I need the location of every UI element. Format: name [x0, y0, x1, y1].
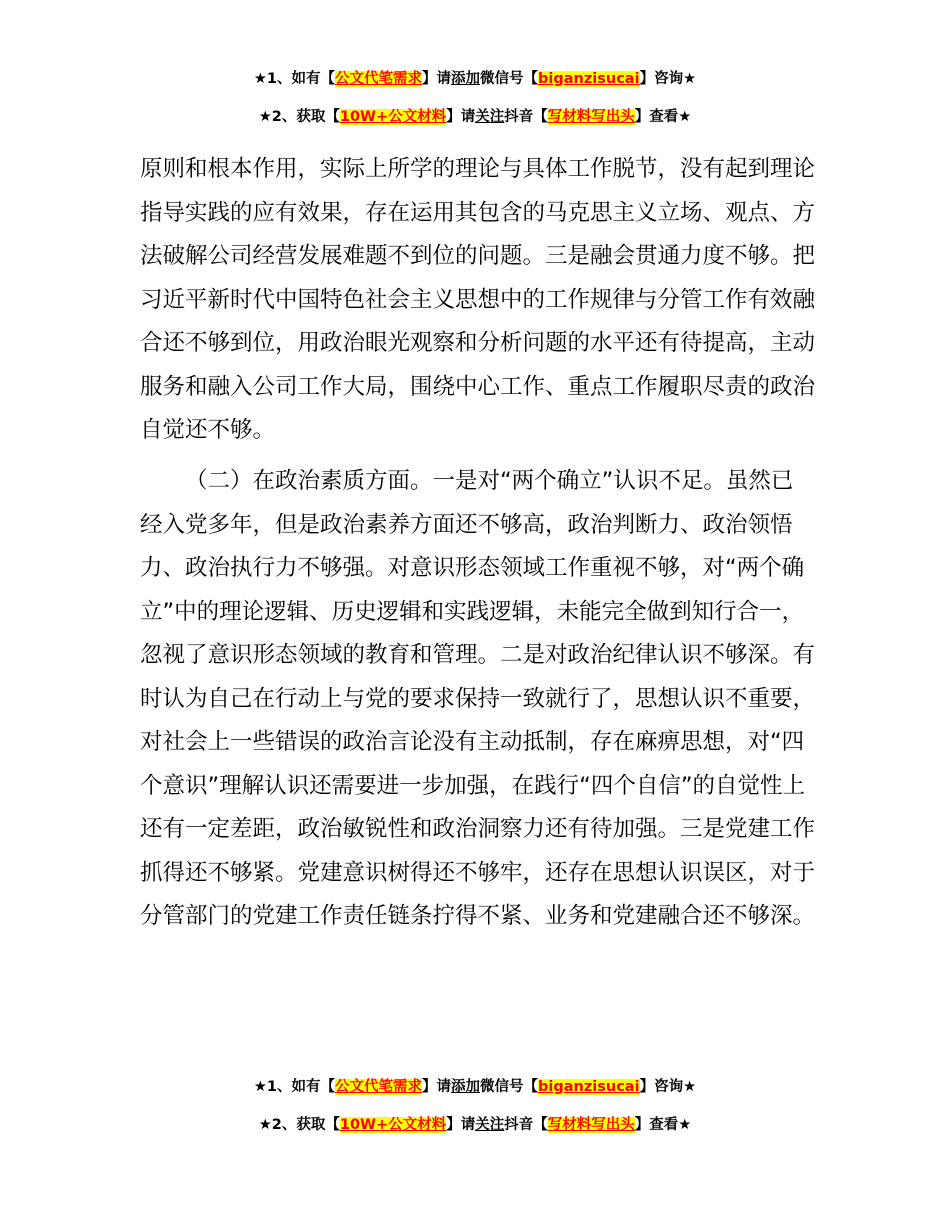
banner-text: 】咨询★: [639, 1079, 697, 1095]
banner-text: 】请: [422, 1079, 452, 1095]
banner-highlight-douyin-account: 写材料写出头: [547, 1117, 635, 1133]
banner-text: ★2、获取【: [258, 109, 340, 125]
banner-text: 】请: [422, 71, 452, 87]
banner-highlight-service: 公文代笔需求: [335, 1079, 423, 1095]
banner-highlight-wechat-id: biganzisucai: [538, 1079, 640, 1095]
banner-text: ★1、如有【: [253, 71, 336, 87]
banner-text: ★1、如有【: [253, 1079, 336, 1095]
banner-highlight-materials: 10W+公文材料: [339, 1117, 447, 1133]
header-banner-line-1: [0, 68, 950, 90]
banner-underline-follow: 关注: [475, 109, 505, 125]
banner-highlight-douyin-account: 写材料写出头: [547, 109, 635, 125]
banner-highlight-wechat-id: biganzisucai: [538, 71, 640, 87]
body-paragraph-1: 原则和根本作用，实际上所学的理论与具体工作脱节，没有起到理论指导实践的应有效果，存在运用其包含的马克思主义立场、观点、方法破解公司经营发展难题不到位的问题。三是融会贯通力度不够。把习近平新时代中国特色社会主义思想中的工作规律与分管工作有效融合还不够到位，用政治眼光观察和分析问题的水平还有待提高，主动服务和融入公司工作大局，围绕中心工作、重点工作履职尽责的政治自觉还不够。: [140, 156, 816, 443]
banner-text: 】查看★: [634, 1117, 692, 1133]
banner-text: 】请: [446, 1117, 476, 1133]
banner-highlight-service: 公文代笔需求: [335, 71, 423, 87]
banner-underline-add: 添加: [451, 71, 481, 87]
document-body-section-2: [140, 460, 815, 939]
footer-banner-line-1: [0, 1076, 950, 1098]
banner-highlight-materials: 10W+公文材料: [339, 109, 447, 125]
banner-text: 微信号【: [480, 71, 539, 87]
banner-text: 抖音【: [504, 109, 548, 125]
document-body-section-1: [140, 148, 815, 453]
header-banner-line-2: [0, 106, 950, 128]
banner-text: 】查看★: [634, 109, 692, 125]
footer-banner-line-2: [0, 1114, 950, 1136]
banner-underline-add: 添加: [451, 1079, 481, 1095]
banner-text: 】咨询★: [639, 71, 697, 87]
banner-text: ★2、获取【: [258, 1117, 340, 1133]
body-paragraph-2: （二）在政治素质方面。一是对“两个确立”认识不足。虽然已经入党多年，但是政治素养方面还不够高，政治判断力、政治领悟力、政治执行力不够强。对意识形态领域工作重视不够，对“两个确立”中的理论逻辑、历史逻辑和实践逻辑，未能完全做到知行合一，忽视了意识形态领域的教育和管理。二是对政治纪律认识不够深。有时认为自己在行动上与党的要求保持一致就行了，思想认识不重要，对社会上一些错误的政治言论没有主动抵制，存在麻痹思想，对“四个意识”理解认识还需要进一步加强，在践行“四个自信”的自觉性上还有一定差距，政治敏锐性和政治洞察力还有待加强。三是党建工作抓得还不够紧。党建意识树得还不够牢，还存在思想认识误区，对于分管部门的党建工作责任链条拧得不紧、业务和党建融合还不够深。: [140, 468, 816, 929]
banner-underline-follow: 关注: [475, 1117, 505, 1133]
banner-text: 】请: [446, 109, 476, 125]
banner-text: 微信号【: [480, 1079, 539, 1095]
banner-text: 抖音【: [504, 1117, 548, 1133]
